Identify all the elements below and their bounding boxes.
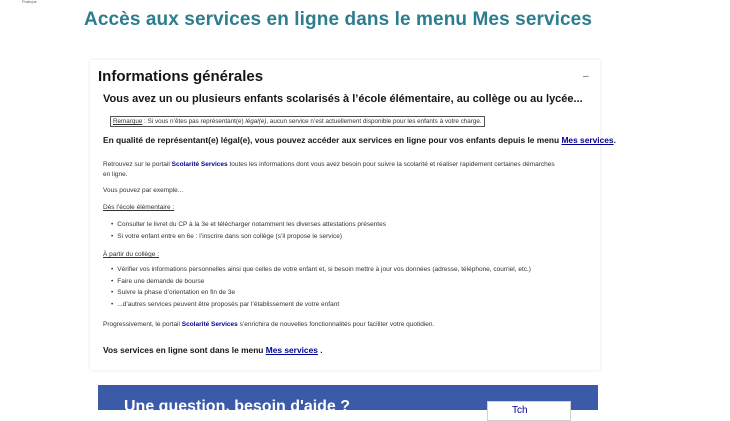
help-title: Une question, besoin d'aide ? xyxy=(124,398,351,415)
final-after: . xyxy=(317,345,323,355)
college-heading: À partir du collège : xyxy=(103,251,160,258)
slide-title: Accès aux services en ligne dans le menu Mes services xyxy=(84,9,593,30)
p1-before: Retrouvez sur le portail xyxy=(103,161,172,168)
final-before: Vos services en ligne sont dans le menu xyxy=(103,345,266,355)
list-item: • Consulter le livret du CP à la 3e et télécharger notamment les diverses attestations présentes xyxy=(111,219,386,231)
section-heading: Informations générales xyxy=(98,68,264,85)
remark-box xyxy=(110,116,485,127)
p3-after: s’enrichira de nouvelles fonctionnalités pour faciliter votre quotidien. xyxy=(237,321,435,328)
quality-paragraph xyxy=(103,135,616,145)
remark-text-before: : Si vous n’êtes pas représentant(e) xyxy=(142,118,246,125)
list-item: • Faire une demande de bourse xyxy=(111,276,531,288)
remark-text-after: , aucun service n’est actuellement disponible pour les enfants à votre charge. xyxy=(266,118,482,125)
top-left-tiny-label: Pratique xyxy=(22,0,37,4)
mes-services-link-2[interactable]: Mes services xyxy=(265,345,318,355)
list-item: • Suivre la phase d’orientation en fin de 3e xyxy=(111,287,531,299)
mes-services-link[interactable]: Mes services xyxy=(561,135,614,145)
remark-legal: légal(e) xyxy=(245,118,267,125)
quality-end: . xyxy=(613,135,616,145)
list-item: • Vérifier vos informations personnelles ainsi que celles de votre enfant et, si besoin mettre à jour vos données (adresse, téléphone, courriel, etc.) xyxy=(111,264,531,276)
paragraph-progressivement xyxy=(103,320,434,330)
paragraph-portail xyxy=(103,160,563,180)
college-list xyxy=(111,264,531,310)
p1-after: toutes les informations dont vous avez besoin pour suivre la scolarité et réaliser rapidement certaines démarches en ligne. xyxy=(103,161,555,178)
list-item: • Si votre enfant entre en 6e : l’inscrire dans son collège (s’il propose le service) xyxy=(111,231,386,243)
elementaire-list xyxy=(111,219,386,242)
help-button[interactable]: Tch xyxy=(487,401,571,421)
collapse-icon[interactable]: – xyxy=(583,71,589,82)
paragraph-exemple: Vous pouvez par exemple... xyxy=(103,187,184,194)
quality-text: En qualité de représentant(e) légal(e), vous pouvez accéder aux services en ligne pour vos enfants depuis le menu xyxy=(103,135,562,145)
scolarite-services-link-2[interactable]: Scolarité Services xyxy=(181,321,238,328)
scolarite-services-link[interactable]: Scolarité Services xyxy=(171,161,228,168)
elementaire-heading: Dès l’école élémentaire : xyxy=(103,204,175,211)
final-paragraph xyxy=(103,345,323,355)
remark-label: Remarque xyxy=(113,118,143,125)
lead-text: Vous avez un ou plusieurs enfants scolarisés à l’école élémentaire, au collège ou au lycée... xyxy=(103,93,583,105)
p3-before: Progressivement, le portail xyxy=(103,321,182,328)
list-item: • ...d’autres services peuvent être proposés par l’établissement de votre enfant xyxy=(111,299,531,311)
